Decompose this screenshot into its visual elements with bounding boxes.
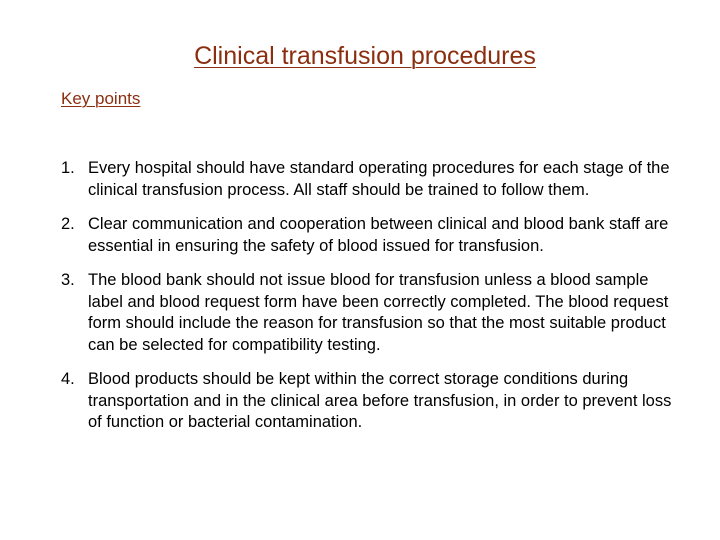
key-point-text: Clear communication and cooperation between clinical and blood bank staff are essential in ensuring the safety of blood issued for transfusion. [88,215,669,255]
key-point-item [61,158,681,201]
key-point-text: The blood bank should not issue blood for transfusion unless a blood sample label and blood request form have been correctly completed. The blood request form should include the reason for transfusion so that the most suitable product can be selected for compatibility testing. [88,271,669,354]
key-point-text: Every hospital should have standard operating procedures for each stage of the clinical transfusion process. All staff should be trained to follow them. [88,159,670,199]
section-subtitle: Key points [61,89,141,108]
key-point-number: 3. [61,271,75,289]
key-point-number: 2. [61,215,75,233]
key-point-number: 4. [61,370,75,388]
slide-title: Clinical transfusion procedures [194,42,536,70]
key-point-number: 1. [61,159,75,177]
key-point-item [61,270,681,356]
key-point-item [61,369,681,434]
key-point-text: Blood products should be kept within the correct storage conditions during transportation and in the clinical area before transfusion, in order to prevent loss of function or bacterial contamination. [88,370,672,431]
key-point-item [61,214,681,257]
key-points-list [61,158,681,447]
